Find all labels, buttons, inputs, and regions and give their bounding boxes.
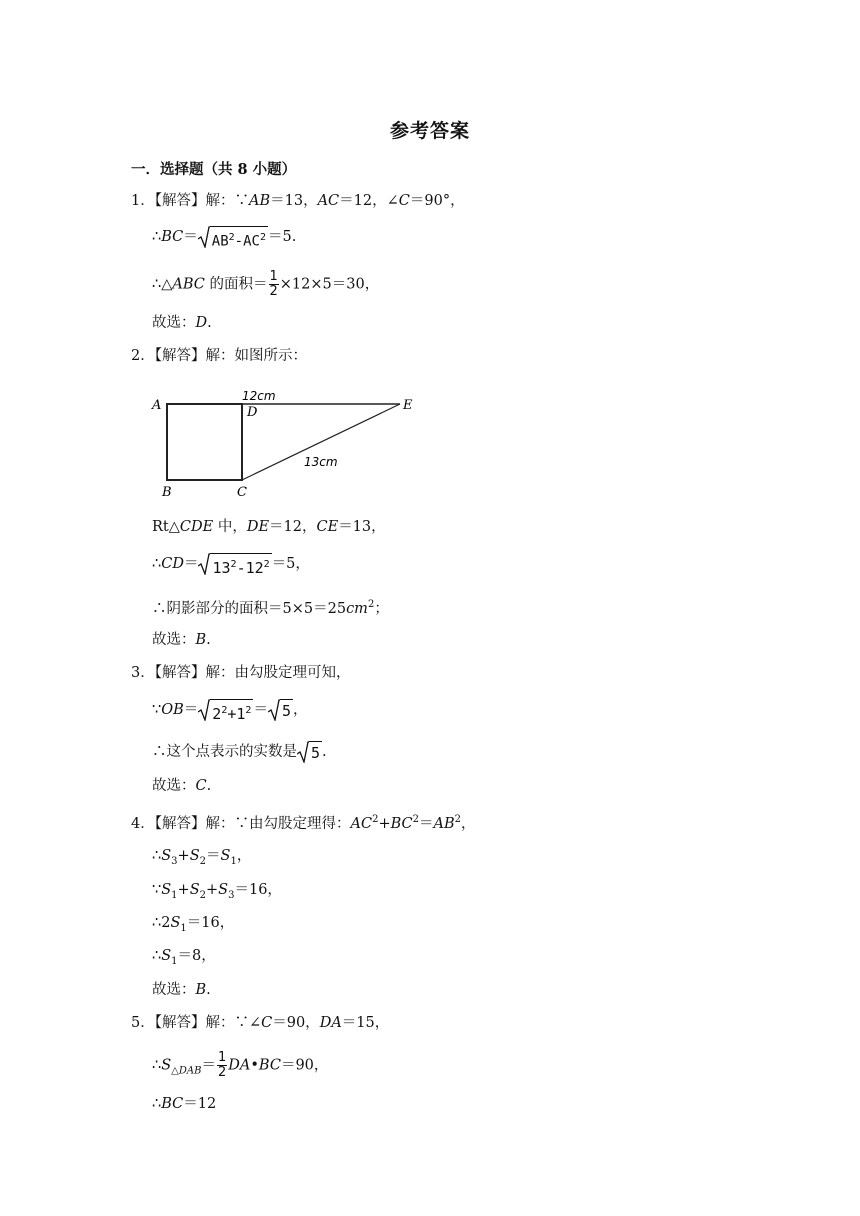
fraction-half: $\frac{1}{2}$ — [269, 269, 278, 299]
q1-line-2: ∴BC＝ $AB^2-AC^2 =5$. — [152, 226, 296, 248]
q2-line-3: ∴阴影部分的面积$=5\times 5=25cm^2$； — [152, 599, 389, 617]
q1-line-3: ∴△ABC 的面积＝ $\frac{1}{2}$ ×12×5＝30， — [152, 269, 380, 299]
q1-head: 1．【解答】解：∵ — [131, 193, 249, 209]
q5-head-text: 5．【解答】解：∵∠ — [131, 1015, 262, 1031]
q4-line-4: $\therefore S_1=8$， — [152, 948, 216, 967]
label-12cm: 12cm — [242, 389, 276, 403]
q1-answer: 故选：D. — [152, 315, 212, 331]
answer-label: 故选： — [152, 632, 196, 648]
answer-label: 故选： — [152, 982, 196, 998]
label-e: E — [403, 398, 413, 413]
q4-head-text: 4．【解答】解：∵由勾股定理得： — [131, 815, 351, 832]
q3-head: 3．【解答】解：由勾股定理可知， — [131, 665, 351, 681]
q2-line-2: ∴CD＝ $13^2-12^2 =5$， — [152, 553, 310, 575]
label-b: B — [162, 485, 172, 500]
label-d: D — [247, 405, 258, 420]
q5-line-1: $\therefore S_{\triangle DAB}=$ $\frac{1}{2}$ DA•BC＝90， — [152, 1050, 329, 1080]
q4-answer: 故选：B. — [152, 982, 211, 998]
q3-answer: 故选：C. — [152, 778, 212, 794]
answer-label: 故选： — [152, 778, 196, 794]
q2-answer: 故选：B. — [152, 632, 211, 648]
label-a: A — [152, 398, 162, 413]
q4-head: 4．【解答】解：∵由勾股定理得：$AC^2+BC^2=AB^2$， — [131, 814, 476, 832]
sqrt-expression: $AB^2-AC^2$ — [198, 226, 268, 248]
label-13cm: 13cm — [304, 455, 338, 469]
q3-text: ∴这个点表示的实数是 — [152, 744, 297, 760]
q4-line-1: $\therefore S_3+S_2=S_1$， — [152, 848, 252, 867]
q2-line-1: Rt△CDE 中，DE＝12，CE＝13， — [152, 519, 386, 535]
q5-angle-c: C — [261, 1015, 273, 1031]
q4-line-3: $\therefore 2S_1=16$， — [152, 915, 235, 934]
sqrt-expression: $2^2+1^2$ — [198, 699, 253, 721]
sqrt-5: 5 — [297, 741, 322, 763]
q3-line-2: ∴这个点表示的实数是 5 . — [152, 741, 327, 763]
q1-line-1: 1．【解答】解：∵AB＝13，AC＝12，∠C＝90°， — [131, 193, 465, 209]
q1-comma: ， — [450, 193, 465, 209]
square-abcd — [167, 404, 242, 480]
fraction-half: $\frac{1}{2}$ — [217, 1050, 227, 1080]
geometry-figure — [148, 384, 428, 502]
sqrt-expression: $13^2-12^2$ — [198, 553, 271, 575]
sqrt-5: 5 — [268, 699, 293, 721]
page-title: 参考答案 — [389, 120, 470, 142]
label-c: C — [237, 485, 247, 500]
q5-line-2: ∴BC＝12 — [152, 1096, 217, 1112]
q5-head: 5．【解答】解：∵∠C＝90，DA＝15， — [131, 1015, 390, 1031]
q2-head: 2．【解答】解：如图所示： — [131, 348, 307, 364]
answer-label: 故选： — [152, 315, 196, 331]
q4-line-2: $\because S_1+S_2+S_3=16$， — [152, 882, 282, 901]
q3-line-1: ∵OB＝ $2^2+1^2$ ＝ 5 ， — [152, 699, 307, 721]
section-heading: 一．选择题（共 8 小题） — [131, 161, 297, 178]
